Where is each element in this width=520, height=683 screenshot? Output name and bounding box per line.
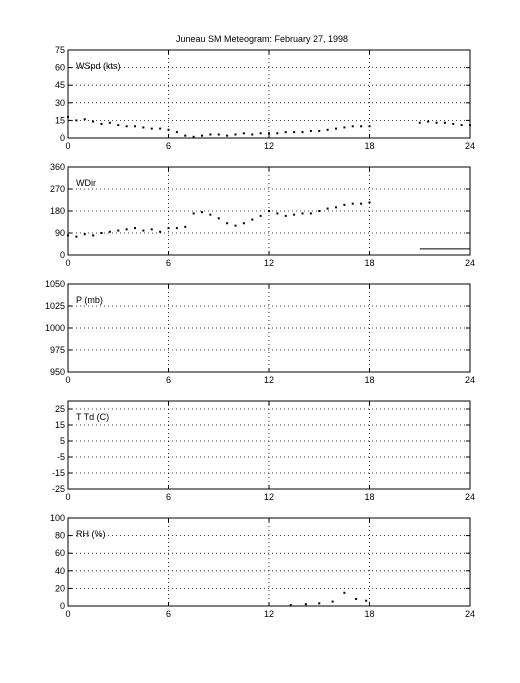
data-point — [276, 132, 278, 134]
data-point — [201, 211, 203, 213]
y-tick-label: 1025 — [44, 301, 65, 311]
data-point — [285, 215, 287, 217]
x-tick-label: 18 — [364, 492, 375, 502]
panel-label: T Td (C) — [76, 412, 110, 422]
y-tick-label: 45 — [54, 80, 65, 91]
data-point — [142, 230, 144, 232]
data-point — [176, 227, 178, 229]
x-tick-label: 24 — [464, 609, 476, 619]
data-point — [305, 603, 307, 605]
data-point — [332, 601, 334, 603]
data-point — [302, 212, 304, 214]
data-point — [310, 212, 312, 214]
panel-label: WDir — [76, 178, 96, 188]
data-point — [436, 122, 438, 124]
data-point — [365, 600, 367, 602]
y-tick-label: 30 — [54, 97, 65, 108]
data-point — [318, 210, 320, 212]
data-point — [218, 217, 220, 219]
data-point — [343, 126, 345, 128]
data-point — [360, 203, 362, 205]
data-point — [444, 122, 446, 124]
data-point — [461, 124, 463, 126]
data-point — [176, 131, 178, 133]
data-point — [84, 118, 86, 120]
x-tick-label: 12 — [263, 375, 275, 385]
y-tick-label: 1000 — [44, 323, 65, 333]
x-tick-label: 6 — [165, 609, 172, 619]
panel-label: P (mb) — [76, 295, 103, 305]
data-point — [335, 206, 337, 208]
data-point — [151, 228, 153, 230]
x-tick-label: 0 — [65, 141, 71, 151]
y-tick-label: 0 — [59, 250, 65, 260]
data-point — [201, 135, 203, 137]
x-tick-label: 0 — [65, 609, 71, 619]
data-point — [159, 128, 161, 130]
data-point — [276, 212, 278, 214]
data-point — [343, 204, 345, 206]
x-tick-label: 24 — [464, 492, 476, 502]
y-tick-label: 950 — [49, 367, 65, 377]
x-tick-label: 6 — [165, 258, 172, 268]
x-tick-label: 0 — [65, 375, 71, 385]
data-point — [352, 125, 354, 127]
data-point — [310, 130, 312, 132]
y-tick-label: 270 — [49, 184, 65, 194]
data-point — [235, 133, 237, 135]
data-point — [469, 124, 471, 126]
data-point — [318, 130, 320, 132]
x-tick-label: 12 — [263, 141, 275, 151]
figure-title: Juneau SM Meteogram: February 27, 1998 — [175, 34, 349, 44]
data-point — [159, 231, 161, 233]
data-point — [290, 604, 292, 606]
data-point — [343, 592, 345, 594]
data-point — [293, 214, 295, 216]
x-tick-label: 18 — [364, 375, 375, 385]
data-point — [134, 227, 136, 229]
x-tick-label: 18 — [364, 609, 375, 619]
data-point — [369, 201, 371, 203]
y-tick-label: 1050 — [44, 279, 65, 289]
data-point — [117, 230, 119, 232]
data-point — [184, 135, 186, 137]
y-tick-label: 15 — [54, 420, 65, 430]
data-point — [218, 133, 220, 135]
data-point — [243, 222, 245, 224]
y-tick-label: 360 — [49, 162, 65, 172]
data-point — [67, 234, 69, 236]
data-point — [327, 129, 329, 131]
x-tick-label: 12 — [263, 609, 275, 619]
x-tick-label: 24 — [464, 258, 476, 268]
y-tick-label: 15 — [54, 115, 65, 126]
data-point — [369, 125, 371, 127]
data-point — [268, 132, 270, 134]
x-tick-label: 0 — [65, 492, 71, 502]
data-point — [419, 122, 421, 124]
data-point — [251, 219, 253, 221]
x-tick-label: 6 — [165, 492, 172, 502]
y-tick-label: 0 — [59, 601, 65, 611]
data-point — [184, 226, 186, 228]
y-tick-label: 0 — [59, 133, 65, 143]
panel-label: WSpd (kts) — [76, 61, 121, 71]
data-point — [168, 227, 170, 229]
data-point — [126, 228, 128, 230]
y-tick-label: 975 — [49, 345, 65, 355]
data-point — [260, 215, 262, 217]
data-point — [452, 123, 454, 125]
data-point — [355, 598, 357, 600]
y-tick-label: -25 — [51, 484, 65, 494]
x-tick-label: 18 — [364, 141, 375, 151]
x-tick-label: 0 — [65, 258, 71, 268]
x-tick-label: 6 — [165, 141, 172, 151]
data-point — [285, 131, 287, 133]
data-point — [193, 212, 195, 214]
y-tick-label: 75 — [54, 45, 65, 55]
y-tick-label: 40 — [54, 565, 65, 576]
x-tick-label: 12 — [263, 258, 275, 268]
y-tick-label: -5 — [56, 452, 65, 462]
data-point — [251, 133, 253, 135]
y-tick-label: -15 — [51, 468, 65, 478]
y-tick-label: 20 — [54, 583, 65, 594]
data-point — [101, 232, 103, 234]
data-point — [427, 121, 429, 123]
data-point — [360, 125, 362, 127]
data-point — [109, 122, 111, 124]
y-tick-label: 90 — [54, 228, 65, 238]
y-tick-label: 180 — [49, 206, 65, 216]
data-point — [209, 133, 211, 135]
data-point — [302, 131, 304, 133]
data-point — [75, 236, 77, 238]
data-point — [92, 121, 94, 123]
panel-label: RH (%) — [76, 529, 106, 539]
data-point — [101, 123, 103, 125]
data-point — [117, 124, 119, 126]
data-point — [327, 208, 329, 210]
data-point — [84, 233, 86, 235]
data-point — [151, 128, 153, 130]
y-tick-label: 5 — [59, 436, 65, 446]
y-tick-label: 80 — [54, 530, 65, 541]
data-point — [126, 125, 128, 127]
data-point — [92, 234, 94, 236]
y-tick-label: 60 — [54, 548, 65, 559]
data-point — [75, 119, 77, 121]
data-point — [109, 231, 111, 233]
x-tick-label: 24 — [464, 375, 476, 385]
x-tick-label: 12 — [263, 492, 275, 502]
data-point — [142, 126, 144, 128]
data-point — [134, 125, 136, 127]
x-tick-label: 6 — [165, 375, 172, 385]
data-point — [209, 214, 211, 216]
data-point — [293, 131, 295, 133]
data-point — [318, 602, 320, 604]
data-point — [335, 128, 337, 130]
data-point — [193, 136, 195, 138]
data-point — [226, 222, 228, 224]
data-point — [268, 210, 270, 212]
data-point — [168, 129, 170, 131]
data-point — [67, 116, 69, 118]
y-tick-label: 25 — [54, 404, 65, 414]
data-point — [260, 132, 262, 134]
data-point — [243, 132, 245, 134]
x-tick-label: 24 — [464, 141, 476, 151]
data-point — [235, 225, 237, 227]
y-tick-label: 100 — [49, 513, 65, 523]
x-tick-label: 18 — [364, 258, 375, 268]
y-tick-label: 60 — [54, 62, 65, 73]
data-point — [226, 135, 228, 137]
data-point — [352, 203, 354, 205]
